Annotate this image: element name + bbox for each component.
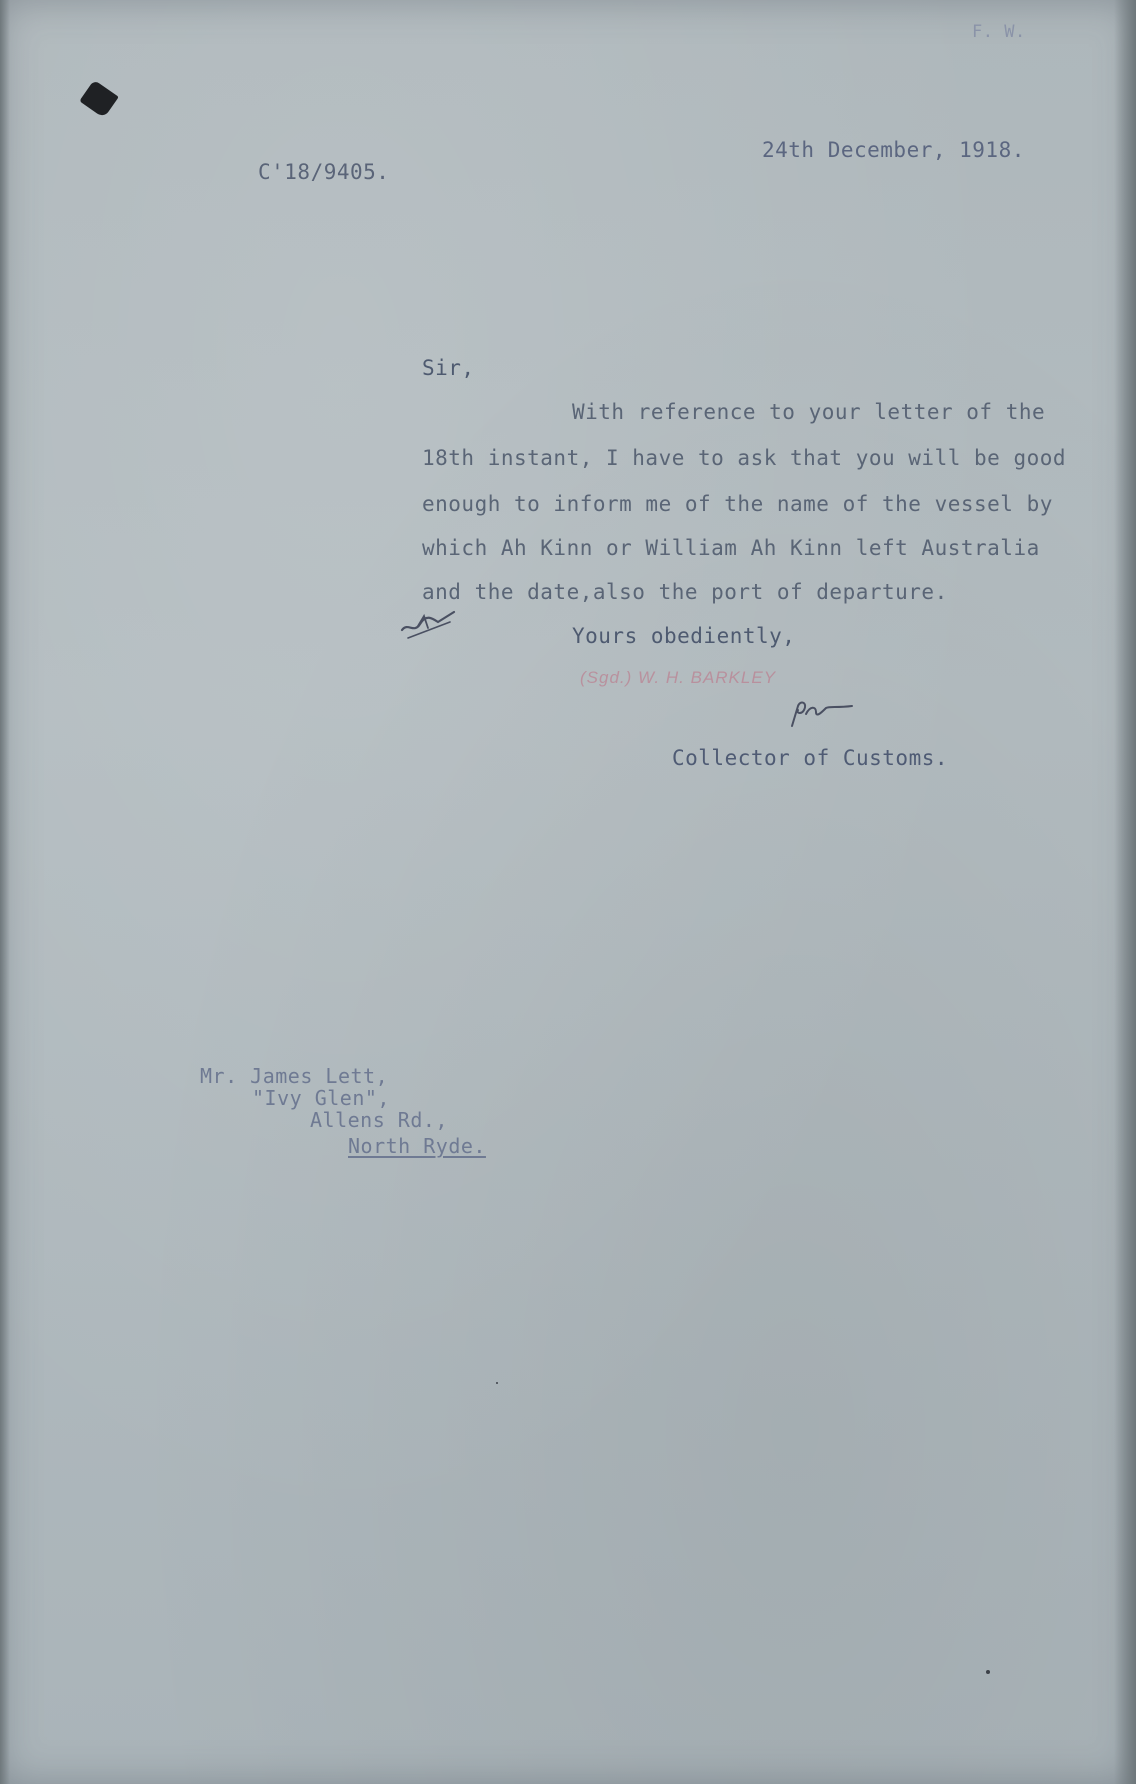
body-line: which Ah Kinn or William Ah Kinn left Australia: [422, 536, 1040, 560]
body-line: and the date,also the port of departure.: [422, 580, 948, 604]
paper-speck: [496, 1382, 498, 1384]
addressee-line: Mr. James Lett,: [200, 1064, 389, 1088]
closing: Yours obediently,: [572, 624, 796, 648]
addressee-line: Allens Rd.,: [310, 1108, 448, 1132]
letter-date: 24th December, 1918.: [762, 138, 1025, 162]
addressee-line: "Ivy Glen",: [252, 1086, 390, 1110]
handwritten-initials-mark: [398, 604, 462, 644]
body-line: With reference to your letter of the: [572, 400, 1046, 424]
paper-speck: [986, 1670, 990, 1674]
page-edge-right: [1114, 0, 1136, 1784]
punch-hole: [79, 80, 118, 119]
signatory-title: Collector of Customs.: [672, 746, 949, 770]
signed-stamp: (Sgd.) W. H. BARKLEY: [580, 668, 777, 687]
page-edge-left: [0, 0, 10, 1784]
body-line: 18th instant, I have to ask that you will be good: [422, 446, 1067, 470]
addressee-line: North Ryde.: [348, 1134, 486, 1158]
handwritten-initials-signature: [786, 696, 858, 732]
reference-number: C'18/9405.: [258, 160, 390, 184]
salutation: Sir,: [422, 356, 475, 380]
body-line: enough to inform me of the name of the vessel by: [422, 492, 1053, 516]
file-initials: F. W.: [972, 22, 1026, 42]
